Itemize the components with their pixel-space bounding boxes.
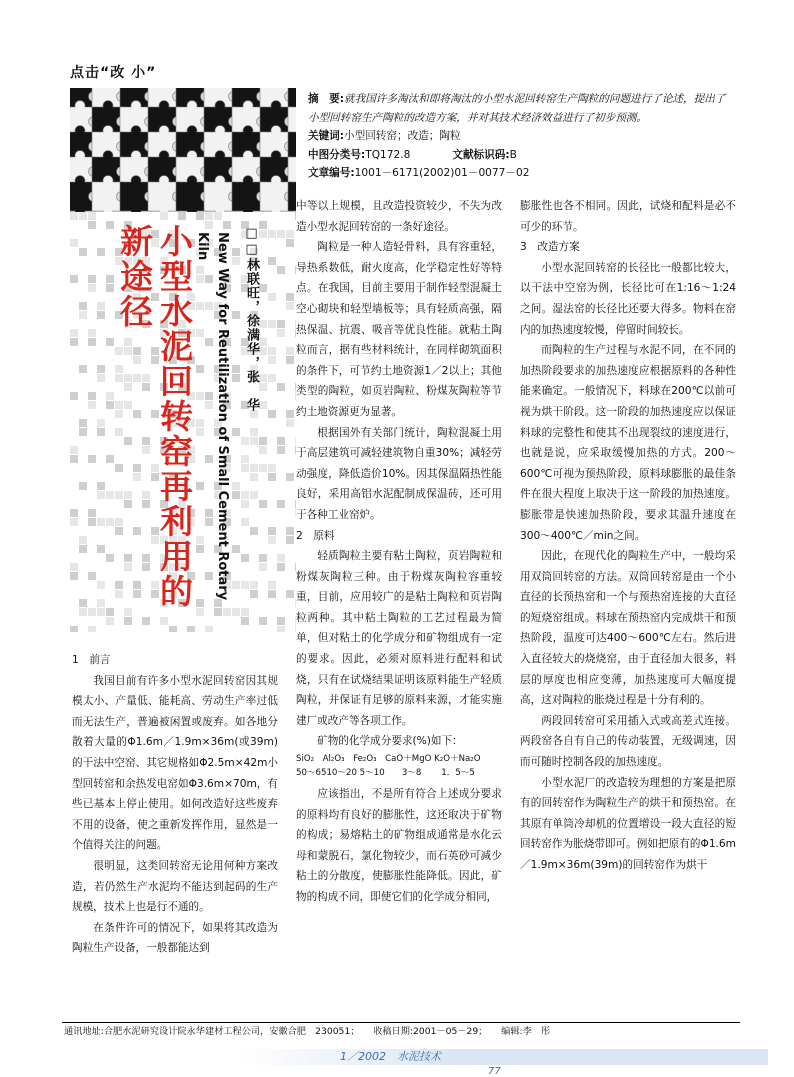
- abstract-text: 就我国许多淘汰和即将淘汰的小型水泥回转窑生产陶粒的问题进行了论述，提出了小型回转窑生产陶粒的改造方案，并对其技术经济效益进行了初步预测。: [308, 93, 726, 124]
- composition-table-header: SiO₂ Al₂O₃ Fe₂O₃ CaO＋MgO K₂O＋Na₂O: [296, 754, 481, 765]
- text-column-3: [520, 196, 736, 876]
- classification-line: [308, 146, 733, 165]
- author-list: □□林联旺，徐满华，张 华: [244, 226, 259, 412]
- body-paragraph: 膨胀性也各不相同。因此，试烧和配料是必不可少的环节。: [520, 200, 736, 233]
- doc-code-label: 文献标识码:: [452, 148, 510, 161]
- article-title-chinese: 小型水泥回转窑再利用的新途径: [115, 224, 194, 609]
- section-label: 点击“改 小”: [70, 65, 157, 81]
- doc-code-value: B: [509, 148, 517, 161]
- clc-label: 中图分类号:: [308, 148, 366, 161]
- keywords-value: 小型回转窑；改造；陶粒: [344, 130, 461, 143]
- journal-reference: 1／2002 水泥技术: [340, 1050, 441, 1063]
- body-paragraph: 而陶粒的生产过程与水泥不同，在不同的加热阶段要求的加热速度应根据原料的各种性能来确定。一般情况下，料球在200℃以前可视为烘干阶段。这一阶段的加热速度应以保证料球的完整性和使其不出现裂纹的速度进行，也就是说，应采取缓慢加热的方式。200～600℃可视为预热阶段，原料球膨胀的最佳条件在很大程度上取决于这一阶段的加热速度。膨胀带是快速加热阶段，要求其温升速度在300～400℃／min之间。: [520, 344, 736, 542]
- abstract-block: [308, 90, 733, 183]
- section-heading-intro: 1 前言: [72, 654, 111, 666]
- body-paragraph: 中等以上规模，且改造投资较少，不失为改造小型水泥回转窑的一条好途径。: [296, 200, 502, 233]
- body-paragraph: 在条件许可的情况下，如果将其改造为陶粒生产设备，一般都能达到: [72, 921, 278, 955]
- page-number: 77: [488, 1066, 501, 1077]
- body-paragraph: 很明显，这类回转窑无论用何种方案改造，若仍然生产水泥均不能达到起码的生产规模，技术上也是行不通的。: [72, 859, 278, 914]
- body-paragraph: 根据国外有关部门统计，陶粒混凝土用于高层建筑可减轻建筑物自重30%；减轻劳动强度，降低造价10%。因其保温隔热性能良好，采用高铝水泥配制成保温砖，还可用于各种工业窑炉。: [296, 426, 502, 521]
- composition-table: [296, 752, 502, 780]
- body-paragraph: 应该指出，不是所有符合上述成分要求的原料均有良好的膨胀性，这还取决于矿物的构成；易熔粘土的矿物组成通常是水化云母和蒙脱石，氯化物较少，而石英砂可减少粘土的分散度，使膨胀性能降低。因此，矿物的构成不同，即使它们的化学成分相同，: [296, 788, 502, 903]
- body-paragraph: 因此，在现代化的陶粒生产中，一般均采用双筒回转窑的方法。双筒回转窑是由一个小直径的长预热窑和一个与预热窑连接的大直径的短烧窑组成。料球在预热窑内完成烘干和预热阶段，温度可达400～600℃左右。然后进入直径较大的烧烧窑，由于直径加大很多，料层的厚度也相应变薄，加热速度可大幅度提高，这对陶粒的胀烧过程是十分有利的。: [520, 550, 736, 707]
- footer-divider: [62, 1022, 740, 1023]
- body-paragraph: 陶粒是一种人造轻骨料，具有容重轻，导热系数低，耐火度高，化学稳定性好等特点。在我国，目前主要用于制作轻型混凝土空心砌块和轻型墙板等；具有轻质高强，隔热保温、抗震、吸音等优良性能。就粘土陶粒而言，据有些材料统计，在同样砌筑面积的条件下，可节约土地资源1／2以上；其他类型的陶粒，如页岩陶粒、粉煤灰陶粒等节约土地资源更为显著。: [296, 241, 502, 418]
- article-number-label: 文章编号:: [308, 167, 355, 180]
- puzzle-decoration-image: [70, 88, 296, 212]
- text-column-2: [296, 196, 502, 908]
- journal-band: [238, 1049, 768, 1065]
- keywords-line: [308, 127, 733, 146]
- footer-note: 通讯地址:合肥水泥研究设计院永华建材工程公司，安徽合肥 230051； 收稿日期:2001－05－29； 编辑:李 彤: [64, 1026, 551, 1037]
- body-paragraph: 小型水泥厂的改造较为理想的方案是把原有的回转窑作为陶粒生产的烘干和预热窑。在其原有单筒冷却机的位置增设一段大直径的短回转窑作为胀烧带即可。例如把原有的Φ1.6m／1.9m×36m(39m)的回转窑作为烘干: [520, 776, 736, 871]
- article-number-value: 1001－6171(2002)01－0077－02: [354, 167, 530, 180]
- text-column-1: [72, 650, 278, 959]
- article-title-english: New Way for Reutilization of Small Cement Rotary Kiln: [195, 232, 230, 601]
- keywords-label: 关键词:: [308, 130, 345, 143]
- body-paragraph: 我国目前有许多小型水泥回转窑因其规模太小、产量低、能耗高、劳动生产率过低而无法生产，普遍被闲置或废弃。如各地分散着大量的Φ1.6m／1.9m×36m(或39m)的干法中空窑、其它规格如Φ2.5m×42m小型回转窑和余热发电窑如Φ3.6m×70m，有些已基本上停止使用。如何改造好这些废弃不用的设备，使之重新发挥作用，显然是一个值得关注的问题。: [72, 674, 278, 852]
- abstract-label: 摘 要:: [308, 93, 345, 105]
- clc-value: TQ172.8: [365, 148, 411, 161]
- article-number-line: [308, 164, 733, 183]
- abstract-paragraph: [308, 90, 733, 127]
- body-paragraph: 两段回转窑可采用插入式或高差式连接。两段窑各自有自己的传动装置，无级调速，因而可随时控制各段的加热速度。: [520, 714, 736, 769]
- title-block: [70, 212, 296, 632]
- section-heading-materials: 2 原料: [296, 529, 335, 542]
- body-paragraph: 轻质陶粒主要有粘土陶粒，页岩陶粒和粉煤灰陶粒三种。由于粉煤灰陶粒容重较重，目前，应用较广的是粘土陶粒和页岩陶粒两种。其中粘土陶粒的工艺过程最为简单，但对粘土的化学成分和矿物组成有一定的要求。因此，必须对原料进行配料和试烧，只有在试烧结果证明该原料能生产轻质陶粒，并保证有足够的原料来源，才能实施建厂或改产等各项工作。: [296, 550, 502, 727]
- composition-table-values: 50～6510～20 5～10 3～8 1．5～5: [296, 768, 475, 779]
- body-paragraph: 小型水泥回转窑的长径比一般都比较大，以干法中空窑为例，长径比可在1:16～1:24之间。湿法窑的长径比还要大得多。物料在窑内的加热速度较慢，停留时间较长。: [520, 261, 736, 336]
- table-caption: 矿物的化学成分要求(%)如下：: [317, 735, 463, 748]
- section-heading-plan: 3 改造方案: [520, 241, 580, 254]
